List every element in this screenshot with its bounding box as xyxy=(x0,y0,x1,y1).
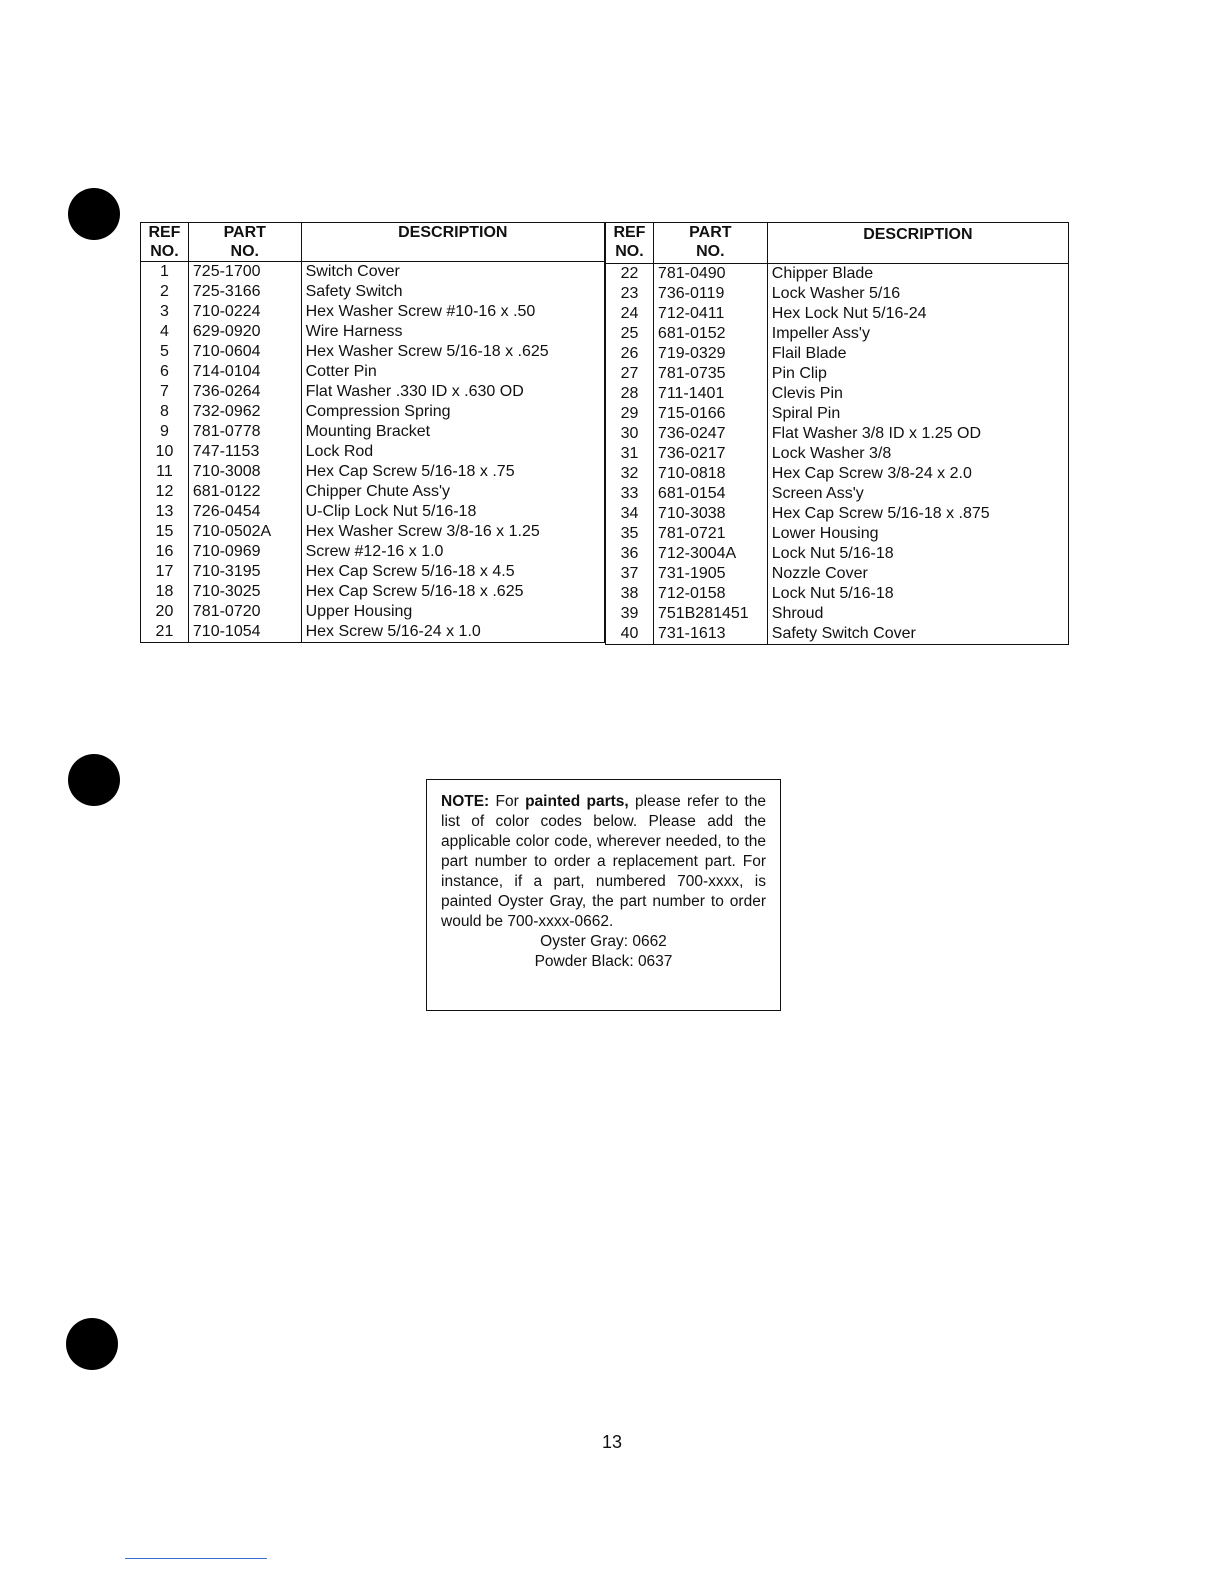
part-no-cell: 710-0502A xyxy=(188,522,301,542)
binder-hole-top xyxy=(68,188,120,240)
ref-no-cell: 28 xyxy=(606,384,654,404)
color-code-powder-black: Powder Black: 0637 xyxy=(534,953,673,970)
part-no-cell: 747-1153 xyxy=(188,442,301,462)
description-cell: Clevis Pin xyxy=(767,384,1068,404)
ref-no-cell: 2 xyxy=(141,282,189,302)
part-no-cell: 732-0962 xyxy=(188,402,301,422)
description-cell: Screen Ass'y xyxy=(767,484,1068,504)
table-row xyxy=(606,404,1069,424)
page-number: 13 xyxy=(601,1432,623,1452)
ref-no-cell: 33 xyxy=(606,484,654,504)
note-emphasis: painted parts, xyxy=(525,793,629,810)
description-cell: Switch Cover xyxy=(301,262,604,283)
part-no-cell: 629-0920 xyxy=(188,322,301,342)
part-no-cell: 681-0152 xyxy=(653,324,767,344)
description-cell: Lock Washer 5/16 xyxy=(767,284,1068,304)
part-no-cell: 726-0454 xyxy=(188,502,301,522)
part-no-cell: 710-0604 xyxy=(188,342,301,362)
table-row xyxy=(141,542,605,562)
ref-no-cell: 40 xyxy=(606,624,654,645)
table-header-row xyxy=(606,223,1069,264)
table-header-row xyxy=(141,223,605,262)
ref-no-cell: 31 xyxy=(606,444,654,464)
part-no-cell: 710-3195 xyxy=(188,562,301,582)
description-cell: Mounting Bracket xyxy=(301,422,604,442)
part-no-cell: 712-0411 xyxy=(653,304,767,324)
table-row xyxy=(606,364,1069,384)
ref-no-cell: 17 xyxy=(141,562,189,582)
description-cell: Hex Cap Screw 3/8-24 x 2.0 xyxy=(767,464,1068,484)
ref-no-cell: 37 xyxy=(606,564,654,584)
ref-no-cell: 6 xyxy=(141,362,189,382)
description-cell: Lock Nut 5/16-18 xyxy=(767,544,1068,564)
part-no-header: PART NO. xyxy=(188,223,301,262)
part-no-cell: 736-0119 xyxy=(653,284,767,304)
table-row xyxy=(606,324,1069,344)
parts-table-left xyxy=(140,222,605,643)
table-row xyxy=(141,622,605,643)
scan-edge-line xyxy=(125,1558,267,1559)
part-no-cell: 710-0224 xyxy=(188,302,301,322)
table-row xyxy=(141,422,605,442)
ref-no-header: REF NO. xyxy=(606,223,654,264)
table-row xyxy=(606,384,1069,404)
ref-no-cell: 20 xyxy=(141,602,189,622)
part-no-cell: 712-3004A xyxy=(653,544,767,564)
description-cell: Hex Cap Screw 5/16-18 x .625 xyxy=(301,582,604,602)
table-row xyxy=(141,562,605,582)
description-cell: U-Clip Lock Nut 5/16-18 xyxy=(301,502,604,522)
description-cell: Spiral Pin xyxy=(767,404,1068,424)
description-cell: Safety Switch xyxy=(301,282,604,302)
table-row xyxy=(606,504,1069,524)
ref-no-cell: 21 xyxy=(141,622,189,643)
part-no-cell: 714-0104 xyxy=(188,362,301,382)
description-cell: Chipper Chute Ass'y xyxy=(301,482,604,502)
ref-no-cell: 13 xyxy=(141,502,189,522)
ref-no-cell: 18 xyxy=(141,582,189,602)
ref-no-cell: 23 xyxy=(606,284,654,304)
part-no-cell: 681-0154 xyxy=(653,484,767,504)
description-cell: Shroud xyxy=(767,604,1068,624)
part-no-cell: 781-0735 xyxy=(653,364,767,384)
ref-no-cell: 7 xyxy=(141,382,189,402)
part-no-cell: 710-3025 xyxy=(188,582,301,602)
table-row xyxy=(606,344,1069,364)
table-row xyxy=(141,522,605,542)
part-no-cell: 710-3008 xyxy=(188,462,301,482)
description-cell: Hex Washer Screw 3/8-16 x 1.25 xyxy=(301,522,604,542)
ref-no-header: REF NO. xyxy=(141,223,189,262)
table-row xyxy=(606,464,1069,484)
table-row xyxy=(606,304,1069,324)
part-no-cell: 751B281451 xyxy=(653,604,767,624)
description-cell: Cotter Pin xyxy=(301,362,604,382)
description-cell: Flail Blade xyxy=(767,344,1068,364)
ref-no-cell: 8 xyxy=(141,402,189,422)
ref-no-cell: 25 xyxy=(606,324,654,344)
description-cell: Lower Housing xyxy=(767,524,1068,544)
table-row xyxy=(141,442,605,462)
part-no-cell: 731-1905 xyxy=(653,564,767,584)
part-no-cell: 731-1613 xyxy=(653,624,767,645)
part-no-cell: 712-0158 xyxy=(653,584,767,604)
ref-no-cell: 4 xyxy=(141,322,189,342)
table-row xyxy=(141,582,605,602)
ref-no-cell: 34 xyxy=(606,504,654,524)
part-no-cell: 736-0264 xyxy=(188,382,301,402)
ref-no-cell: 16 xyxy=(141,542,189,562)
description-cell: Flat Washer .330 ID x .630 OD xyxy=(301,382,604,402)
ref-no-cell: 27 xyxy=(606,364,654,384)
part-no-cell: 710-3038 xyxy=(653,504,767,524)
description-cell: Nozzle Cover xyxy=(767,564,1068,584)
description-cell: Impeller Ass'y xyxy=(767,324,1068,344)
parts-table-right-body xyxy=(606,264,1069,645)
part-no-header: PART NO. xyxy=(653,223,767,264)
parts-table-left-body xyxy=(141,262,605,643)
ref-no-cell: 3 xyxy=(141,302,189,322)
part-no-cell: 710-0818 xyxy=(653,464,767,484)
table-row xyxy=(606,524,1069,544)
part-no-cell: 710-0969 xyxy=(188,542,301,562)
ref-no-cell: 26 xyxy=(606,344,654,364)
part-no-cell: 715-0166 xyxy=(653,404,767,424)
ref-no-cell: 9 xyxy=(141,422,189,442)
ref-no-cell: 32 xyxy=(606,464,654,484)
ref-no-cell: 10 xyxy=(141,442,189,462)
ref-no-cell: 5 xyxy=(141,342,189,362)
table-row xyxy=(141,342,605,362)
description-cell: Hex Screw 5/16-24 x 1.0 xyxy=(301,622,604,643)
table-row xyxy=(606,544,1069,564)
table-row xyxy=(606,624,1069,645)
description-cell: Flat Washer 3/8 ID x 1.25 OD xyxy=(767,424,1068,444)
description-cell: Hex Lock Nut 5/16-24 xyxy=(767,304,1068,324)
ref-no-cell: 29 xyxy=(606,404,654,424)
table-row xyxy=(141,382,605,402)
ref-no-cell: 1 xyxy=(141,262,189,283)
ref-no-cell: 35 xyxy=(606,524,654,544)
table-row xyxy=(606,444,1069,464)
part-no-cell: 736-0217 xyxy=(653,444,767,464)
part-no-cell: 681-0122 xyxy=(188,482,301,502)
table-row xyxy=(141,502,605,522)
description-header: DESCRIPTION xyxy=(301,223,604,262)
description-cell: Upper Housing xyxy=(301,602,604,622)
description-cell: Lock Washer 3/8 xyxy=(767,444,1068,464)
description-cell: Hex Cap Screw 5/16-18 x .875 xyxy=(767,504,1068,524)
description-cell: Lock Rod xyxy=(301,442,604,462)
part-no-cell: 711-1401 xyxy=(653,384,767,404)
part-no-cell: 736-0247 xyxy=(653,424,767,444)
parts-table-right xyxy=(605,222,1069,645)
ref-no-cell: 11 xyxy=(141,462,189,482)
description-cell: Chipper Blade xyxy=(767,264,1068,285)
part-no-cell: 781-0721 xyxy=(653,524,767,544)
table-row xyxy=(141,302,605,322)
ref-no-cell: 22 xyxy=(606,264,654,285)
table-row xyxy=(141,262,605,283)
description-cell: Safety Switch Cover xyxy=(767,624,1068,645)
binder-hole-middle xyxy=(68,754,120,806)
table-row xyxy=(141,322,605,342)
binder-hole-bottom xyxy=(66,1318,118,1370)
ref-no-cell: 36 xyxy=(606,544,654,564)
note-label: NOTE: xyxy=(441,793,490,810)
description-cell: Compression Spring xyxy=(301,402,604,422)
ref-no-cell: 39 xyxy=(606,604,654,624)
description-cell: Screw #12-16 x 1.0 xyxy=(301,542,604,562)
description-cell: Wire Harness xyxy=(301,322,604,342)
ref-no-cell: 15 xyxy=(141,522,189,542)
table-row xyxy=(606,604,1069,624)
table-row xyxy=(141,282,605,302)
table-row xyxy=(141,482,605,502)
part-no-cell: 719-0329 xyxy=(653,344,767,364)
ref-no-cell: 12 xyxy=(141,482,189,502)
ref-no-cell: 24 xyxy=(606,304,654,324)
table-row xyxy=(141,402,605,422)
table-row xyxy=(606,284,1069,304)
description-cell: Hex Washer Screw #10-16 x .50 xyxy=(301,302,604,322)
table-row xyxy=(606,264,1069,285)
part-no-cell: 781-0720 xyxy=(188,602,301,622)
table-row xyxy=(141,602,605,622)
color-code-oyster-gray: Oyster Gray: 0662 xyxy=(540,933,667,950)
table-row xyxy=(606,584,1069,604)
table-row xyxy=(606,564,1069,584)
part-no-cell: 725-3166 xyxy=(188,282,301,302)
ref-no-cell: 30 xyxy=(606,424,654,444)
note-paragraph: NOTE: For painted parts, please refer to the list of color codes below. Please add the applicable color code, wherever needed, to the part number to order a replacement part. For instance, if a part, numbered 700-xxxx, is painted Oyster Gray, the part number to order would be 700-xxxx-0662. xyxy=(441,793,766,930)
table-row xyxy=(141,362,605,382)
description-cell: Hex Washer Screw 5/16-18 x .625 xyxy=(301,342,604,362)
part-no-cell: 781-0778 xyxy=(188,422,301,442)
part-no-cell: 781-0490 xyxy=(653,264,767,285)
description-cell: Hex Cap Screw 5/16-18 x .75 xyxy=(301,462,604,482)
part-no-cell: 710-1054 xyxy=(188,622,301,643)
painted-parts-note xyxy=(426,779,781,1011)
description-cell: Hex Cap Screw 5/16-18 x 4.5 xyxy=(301,562,604,582)
description-cell: Pin Clip xyxy=(767,364,1068,384)
table-row xyxy=(141,462,605,482)
description-cell: Lock Nut 5/16-18 xyxy=(767,584,1068,604)
table-row xyxy=(606,424,1069,444)
part-no-cell: 725-1700 xyxy=(188,262,301,283)
table-row xyxy=(606,484,1069,504)
ref-no-cell: 38 xyxy=(606,584,654,604)
description-header: DESCRIPTION xyxy=(767,223,1068,264)
